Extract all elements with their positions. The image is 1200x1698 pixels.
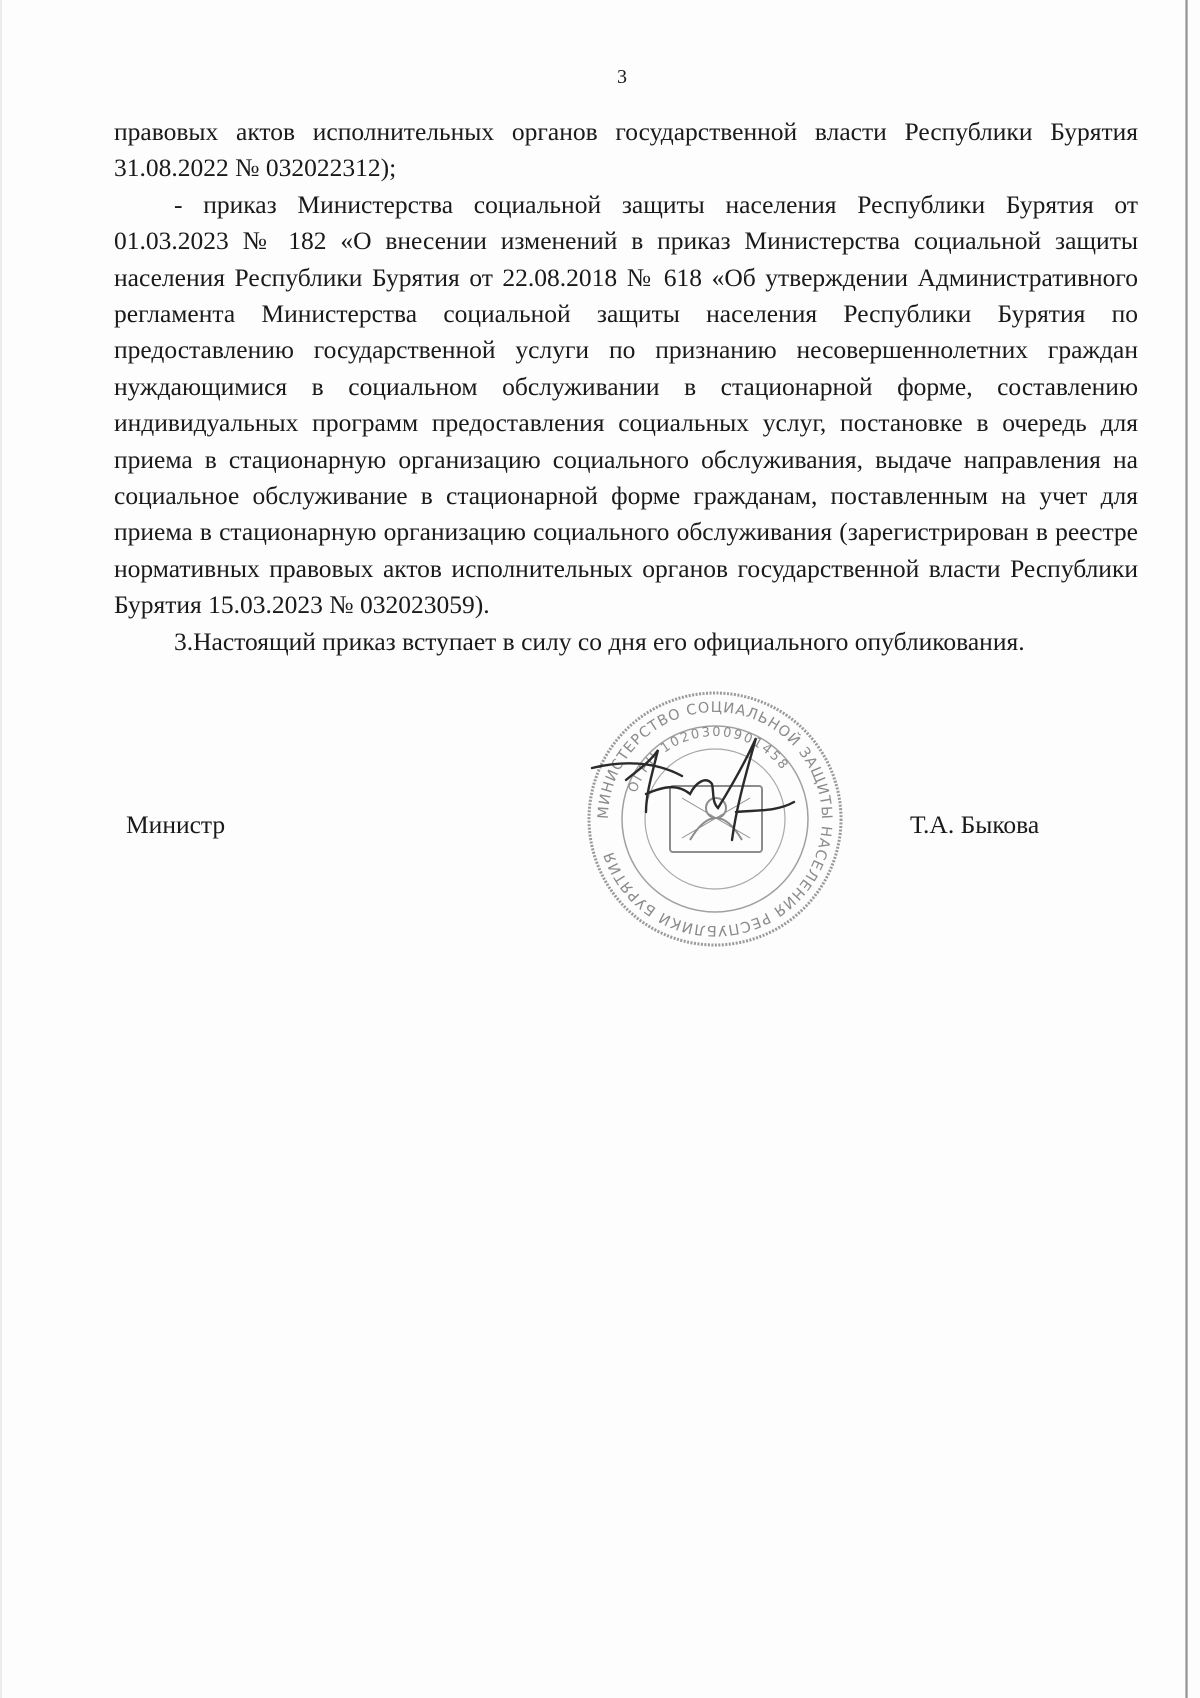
paragraph-continuation: правовых актов исполнительных органов государственной власти Республики Бурятия 31.08.2022 № 032022312); xyxy=(114,117,1138,183)
paragraph-effective-date: 3.Настоящий приказ вступает в силу со дня его официального опубликования. xyxy=(174,626,1025,656)
paragraph-order-reference: - приказ Министерства социальной защиты населения Республики Бурятия от 01.03.2023 № 182 «О внесении изменений в приказ Министерства социальной защиты населения Республики Бурятия от 22.08.2018 № 618 «Об утверждении Административного регламента Министерства социальной защиты населения Республики Бурятия по предоставлению государственной услуги по признанию несовершеннолетних граждан нуждающимися в социальном обслуживании в стационарной форме, составлению индивидуальных программ предоставления социальных услуг, постановке в очередь для приема в стационарную организацию социального обслуживания, выдаче направления на социальное обслуживание в стационарной форме гражданам, поставленным на учет для приема в стационарную организацию социального обслуживания (зарегистрирован в реестре нормативных правовых актов исполнительных органов государственной власти Республики Бурятия 15.03.2023 № 032023059). xyxy=(114,189,1138,620)
seal-inner-lettering: ОГРН 1020300901458 xyxy=(625,724,792,795)
seal-emblem xyxy=(670,786,762,852)
signatory-name: Т.А. Быкова xyxy=(910,810,1040,839)
signatory-title: Министр xyxy=(126,810,226,839)
seal-outer-lettering: МИНИСТЕРСТВО СОЦИАЛЬНОЙ ЗАЩИТЫ НАСЕЛЕНИЯ РЕСПУБЛИКИ БУРЯТИЯ xyxy=(595,699,835,939)
official-seal-stamp xyxy=(586,690,844,948)
page-number: 3 xyxy=(617,66,627,88)
document-body xyxy=(114,114,1138,660)
